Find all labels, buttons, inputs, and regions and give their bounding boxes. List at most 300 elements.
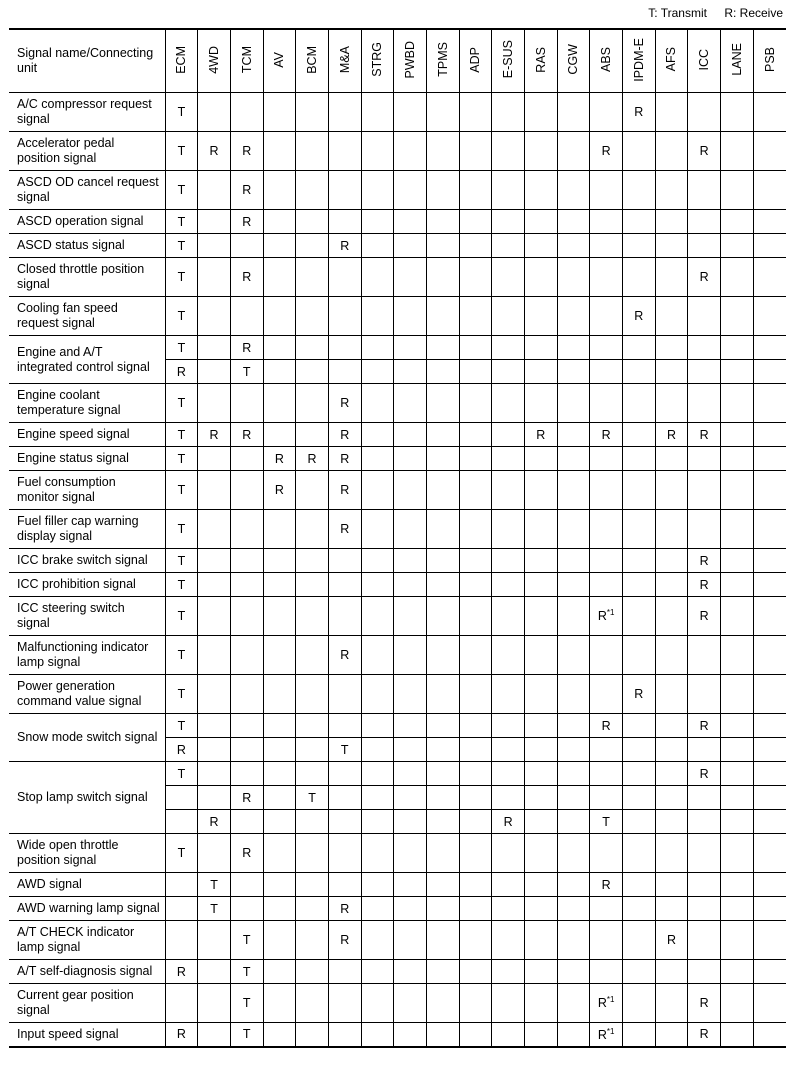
signal-cell xyxy=(426,384,459,423)
signal-cell: R xyxy=(590,132,623,171)
signal-cell xyxy=(720,636,753,675)
signal-cell xyxy=(361,897,394,921)
signal-cell xyxy=(198,573,231,597)
signal-cell xyxy=(328,336,361,360)
signal-cell xyxy=(198,786,231,810)
signal-cell xyxy=(622,786,655,810)
signal-cell xyxy=(361,336,394,360)
signal-cell xyxy=(590,549,623,573)
signal-cell xyxy=(753,210,786,234)
signal-cell: T xyxy=(165,636,198,675)
signal-cell xyxy=(622,714,655,738)
signal-cell xyxy=(492,636,525,675)
unit-header-label: AV xyxy=(272,51,287,68)
signal-cell xyxy=(328,834,361,873)
table-row xyxy=(9,132,786,171)
signal-cell: T xyxy=(165,510,198,549)
signal-cell xyxy=(720,549,753,573)
signal-cell xyxy=(296,873,329,897)
signal-name: ASCD status signal xyxy=(9,234,165,258)
signal-cell xyxy=(459,738,492,762)
signal-cell xyxy=(688,360,721,384)
signal-name: Stop lamp switch signal xyxy=(9,762,165,834)
signal-cell xyxy=(296,675,329,714)
signal-cell xyxy=(720,897,753,921)
signal-cell: T xyxy=(230,1023,263,1047)
signal-cell xyxy=(688,510,721,549)
signal-cell xyxy=(426,1023,459,1047)
signal-cell xyxy=(524,738,557,762)
signal-cell xyxy=(524,573,557,597)
signal-cell xyxy=(492,897,525,921)
signal-cell xyxy=(230,234,263,258)
signal-cell xyxy=(655,573,688,597)
signal-cell: R xyxy=(296,447,329,471)
unit-header-label: ADP xyxy=(468,46,483,73)
unit-header-label: RAS xyxy=(533,46,548,73)
signal-cell xyxy=(263,714,296,738)
unit-header-label: M&A xyxy=(337,45,352,74)
table-row xyxy=(9,873,786,897)
signal-cell xyxy=(361,738,394,762)
signal-cell xyxy=(296,423,329,447)
signal-cell: T xyxy=(165,447,198,471)
signal-cell xyxy=(622,423,655,447)
signal-cell xyxy=(590,786,623,810)
signal-cell: T xyxy=(230,921,263,960)
signal-name: Engine coolant temperature signal xyxy=(9,384,165,423)
signal-cell xyxy=(230,510,263,549)
signal-cell: T xyxy=(165,675,198,714)
unit-header-icc xyxy=(688,29,721,93)
signal-cell xyxy=(296,738,329,762)
signal-cell xyxy=(361,786,394,810)
signal-cell xyxy=(426,171,459,210)
signal-cell xyxy=(590,960,623,984)
signal-cell xyxy=(720,984,753,1023)
signal-cell xyxy=(296,834,329,873)
signal-name: Input speed signal xyxy=(9,1023,165,1047)
signal-cell xyxy=(492,360,525,384)
signal-cell xyxy=(394,1023,427,1047)
signal-cell xyxy=(296,714,329,738)
signal-cell xyxy=(753,336,786,360)
signal-cell: R xyxy=(622,93,655,132)
signal-cell: R xyxy=(263,447,296,471)
signal-cell xyxy=(492,336,525,360)
signal-cell: R xyxy=(165,960,198,984)
signal-cell xyxy=(720,762,753,786)
signal-cell xyxy=(753,762,786,786)
signal-cell xyxy=(492,984,525,1023)
signal-cell: R xyxy=(688,984,721,1023)
signal-cell: R xyxy=(198,423,231,447)
signal-cell xyxy=(361,384,394,423)
signal-cell xyxy=(492,960,525,984)
signal-cell xyxy=(198,171,231,210)
signal-cell xyxy=(720,171,753,210)
signal-cell: R xyxy=(688,573,721,597)
signal-cell xyxy=(590,360,623,384)
signal-cell xyxy=(557,834,590,873)
signal-cell xyxy=(198,297,231,336)
signal-cell xyxy=(753,738,786,762)
signal-cell xyxy=(492,132,525,171)
table-row xyxy=(9,597,786,636)
signal-cell xyxy=(753,471,786,510)
signal-cell xyxy=(590,471,623,510)
signal-cell: T xyxy=(165,471,198,510)
unit-header-ecm xyxy=(165,29,198,93)
signal-cell xyxy=(524,675,557,714)
signal-cell: T xyxy=(165,132,198,171)
signal-cell xyxy=(753,510,786,549)
signal-cell xyxy=(753,132,786,171)
signal-cell xyxy=(230,897,263,921)
signal-cell: R xyxy=(688,423,721,447)
signal-cell xyxy=(230,549,263,573)
signal-cell xyxy=(361,234,394,258)
table-row xyxy=(9,258,786,297)
table-row xyxy=(9,762,786,786)
signal-cell xyxy=(655,597,688,636)
table-row xyxy=(9,573,786,597)
signal-cell xyxy=(492,258,525,297)
signal-cell xyxy=(198,360,231,384)
unit-header-tcm xyxy=(230,29,263,93)
signal-cell xyxy=(198,834,231,873)
signal-cell xyxy=(655,360,688,384)
signal-cell xyxy=(655,132,688,171)
table-row xyxy=(9,234,786,258)
signal-cell xyxy=(622,510,655,549)
signal-cell xyxy=(263,336,296,360)
table-body xyxy=(9,93,786,1047)
signal-cell xyxy=(655,786,688,810)
signal-cell xyxy=(524,210,557,234)
signal-cell xyxy=(753,810,786,834)
signal-cell xyxy=(720,447,753,471)
signal-cell: R xyxy=(590,714,623,738)
signal-cell: R xyxy=(524,423,557,447)
signal-cell xyxy=(361,597,394,636)
signal-cell xyxy=(720,675,753,714)
signal-cell xyxy=(263,810,296,834)
signal-cell xyxy=(296,384,329,423)
signal-cell xyxy=(361,762,394,786)
signal-cell xyxy=(524,93,557,132)
signal-cell xyxy=(524,171,557,210)
unit-header-pwbd xyxy=(394,29,427,93)
signal-cell xyxy=(328,210,361,234)
signal-cell xyxy=(263,738,296,762)
signal-cell xyxy=(459,447,492,471)
signal-cell: R xyxy=(198,810,231,834)
signal-cell xyxy=(524,960,557,984)
signal-cell xyxy=(524,132,557,171)
signal-cell xyxy=(328,297,361,336)
signal-cell xyxy=(655,834,688,873)
signal-cell xyxy=(622,573,655,597)
signal-cell xyxy=(524,762,557,786)
unit-header-label: PWBD xyxy=(403,40,418,79)
signal-cell xyxy=(590,636,623,675)
signal-cell xyxy=(198,597,231,636)
signal-cell xyxy=(361,423,394,447)
signal-cell: R xyxy=(165,360,198,384)
signal-cell xyxy=(524,714,557,738)
signal-cell xyxy=(622,960,655,984)
signal-cell xyxy=(557,210,590,234)
signal-cell: T xyxy=(198,897,231,921)
signal-cell xyxy=(622,738,655,762)
signal-cell xyxy=(198,984,231,1023)
signal-cell xyxy=(524,471,557,510)
signal-cell: T xyxy=(165,384,198,423)
signal-cell xyxy=(394,810,427,834)
signal-cell xyxy=(459,984,492,1023)
signal-cell xyxy=(622,636,655,675)
signal-cell xyxy=(198,447,231,471)
table-row xyxy=(9,921,786,960)
signal-cell xyxy=(426,93,459,132)
signal-cell xyxy=(361,921,394,960)
footnote-marker: *1 xyxy=(606,995,615,1005)
signal-cell xyxy=(590,384,623,423)
signal-cell xyxy=(492,297,525,336)
unit-header-adp xyxy=(459,29,492,93)
signal-cell xyxy=(361,510,394,549)
signal-cell xyxy=(622,447,655,471)
signal-cell xyxy=(622,762,655,786)
signal-cell xyxy=(459,234,492,258)
signal-cell: T xyxy=(230,960,263,984)
signal-cell xyxy=(263,597,296,636)
signal-cell xyxy=(492,921,525,960)
signal-cell xyxy=(426,597,459,636)
unit-header-label: IPDM-E xyxy=(631,37,646,82)
signal-name: ICC prohibition signal xyxy=(9,573,165,597)
table-row xyxy=(9,897,786,921)
unit-header-tpms xyxy=(426,29,459,93)
signal-cell xyxy=(688,636,721,675)
signal-name: Fuel consumption monitor signal xyxy=(9,471,165,510)
signal-cell xyxy=(426,636,459,675)
signal-name: Snow mode switch signal xyxy=(9,714,165,762)
signal-cell xyxy=(361,549,394,573)
table-row xyxy=(9,171,786,210)
signal-cell xyxy=(361,297,394,336)
signal-cell xyxy=(296,258,329,297)
signal-cell xyxy=(557,297,590,336)
table-row xyxy=(9,1023,786,1047)
signal-cell xyxy=(296,132,329,171)
signal-cell xyxy=(426,873,459,897)
signal-cell xyxy=(328,984,361,1023)
signal-cell: R xyxy=(688,597,721,636)
signal-cell xyxy=(230,810,263,834)
table-row xyxy=(9,297,786,336)
signal-name: Wide open throttle position signal xyxy=(9,834,165,873)
signal-cell xyxy=(459,897,492,921)
signal-cell xyxy=(655,447,688,471)
unit-header-label: 4WD xyxy=(207,45,222,74)
signal-cell xyxy=(296,234,329,258)
signal-cell xyxy=(524,336,557,360)
signal-cell xyxy=(361,171,394,210)
signal-cell xyxy=(492,234,525,258)
signal-cell xyxy=(230,297,263,336)
signal-cell xyxy=(524,873,557,897)
signal-cell: R xyxy=(688,1023,721,1047)
signal-cell xyxy=(590,447,623,471)
signal-cell xyxy=(165,786,198,810)
signal-cell xyxy=(720,921,753,960)
header-row xyxy=(9,29,786,93)
signal-cell xyxy=(492,714,525,738)
signal-cell xyxy=(590,171,623,210)
signal-cell: R xyxy=(230,210,263,234)
signal-cell xyxy=(688,921,721,960)
signal-cell xyxy=(557,234,590,258)
signal-cell xyxy=(296,597,329,636)
signal-cell xyxy=(394,447,427,471)
signal-cell xyxy=(394,384,427,423)
signal-cell: R xyxy=(328,636,361,675)
unit-header-label: PSB xyxy=(762,46,777,72)
signal-cell xyxy=(655,675,688,714)
signal-name: Engine status signal xyxy=(9,447,165,471)
signal-cell xyxy=(590,573,623,597)
signal-cell xyxy=(198,384,231,423)
signal-cell xyxy=(753,921,786,960)
signal-cell xyxy=(688,447,721,471)
signal-cell xyxy=(655,336,688,360)
signal-cell xyxy=(524,360,557,384)
signal-cell xyxy=(655,210,688,234)
signal-cell xyxy=(753,1023,786,1047)
signal-cell xyxy=(459,132,492,171)
signal-cell xyxy=(753,258,786,297)
signal-cell xyxy=(394,897,427,921)
signal-cell xyxy=(524,510,557,549)
signal-cell: R xyxy=(688,132,721,171)
signal-cell xyxy=(198,960,231,984)
signal-cell xyxy=(492,423,525,447)
signal-name: ICC brake switch signal xyxy=(9,549,165,573)
unit-header-label: ECM xyxy=(174,45,189,74)
signal-cell xyxy=(198,234,231,258)
signal-cell xyxy=(426,714,459,738)
signal-cell xyxy=(492,597,525,636)
signal-cell xyxy=(198,675,231,714)
signal-cell xyxy=(361,636,394,675)
signal-cell xyxy=(557,786,590,810)
signal-cell xyxy=(688,960,721,984)
signal-cell xyxy=(426,258,459,297)
signal-cell xyxy=(753,423,786,447)
signal-cell xyxy=(655,549,688,573)
signal-cell xyxy=(296,510,329,549)
signal-cell xyxy=(492,573,525,597)
unit-header-psb xyxy=(753,29,786,93)
signal-cell xyxy=(557,132,590,171)
signal-cell xyxy=(524,258,557,297)
signal-cell: R xyxy=(328,423,361,447)
signal-cell xyxy=(753,960,786,984)
signal-cell xyxy=(296,210,329,234)
signal-cell xyxy=(361,675,394,714)
signal-cell xyxy=(557,258,590,297)
signal-cell: R xyxy=(328,897,361,921)
signal-cell xyxy=(557,549,590,573)
signal-cell xyxy=(426,471,459,510)
signal-cell xyxy=(753,597,786,636)
signal-cell xyxy=(426,210,459,234)
signal-cell xyxy=(328,132,361,171)
table-row xyxy=(9,447,786,471)
signal-cell: R xyxy=(230,132,263,171)
signal-cell xyxy=(590,336,623,360)
signal-cell: T xyxy=(590,810,623,834)
signal-cell xyxy=(720,336,753,360)
signal-cell xyxy=(361,834,394,873)
signal-cell xyxy=(426,834,459,873)
signal-cell xyxy=(590,762,623,786)
signal-cell xyxy=(361,210,394,234)
signal-cell xyxy=(426,762,459,786)
signal-cell xyxy=(590,738,623,762)
signal-cell xyxy=(426,897,459,921)
signal-cell xyxy=(296,897,329,921)
signal-cell xyxy=(622,873,655,897)
signal-name: Current gear position signal xyxy=(9,984,165,1023)
signal-cell xyxy=(688,336,721,360)
signal-cell xyxy=(557,921,590,960)
signal-cell xyxy=(263,93,296,132)
signal-cell xyxy=(361,573,394,597)
unit-header-bcm xyxy=(296,29,329,93)
signal-cell xyxy=(655,762,688,786)
signal-cell xyxy=(394,258,427,297)
signal-cell xyxy=(753,447,786,471)
signal-cell xyxy=(492,834,525,873)
signal-cell xyxy=(426,810,459,834)
signal-cell xyxy=(557,1023,590,1047)
signal-cell xyxy=(557,984,590,1023)
signal-cell: T xyxy=(198,873,231,897)
signal-cell xyxy=(394,573,427,597)
unit-header-4wd xyxy=(198,29,231,93)
signal-cell xyxy=(557,447,590,471)
signal-cell xyxy=(230,675,263,714)
signal-cell: R xyxy=(230,171,263,210)
signal-cell xyxy=(753,786,786,810)
signal-cell xyxy=(459,549,492,573)
legend-transmit: T: Transmit xyxy=(648,6,707,20)
signal-cell xyxy=(557,738,590,762)
signal-cell xyxy=(165,873,198,897)
signal-cell xyxy=(590,675,623,714)
signal-cell xyxy=(426,549,459,573)
signal-cell xyxy=(263,297,296,336)
signal-cell xyxy=(361,258,394,297)
table-row xyxy=(9,714,786,738)
signal-cell xyxy=(426,447,459,471)
table-row xyxy=(9,210,786,234)
signal-cell xyxy=(492,93,525,132)
signal-cell xyxy=(622,132,655,171)
